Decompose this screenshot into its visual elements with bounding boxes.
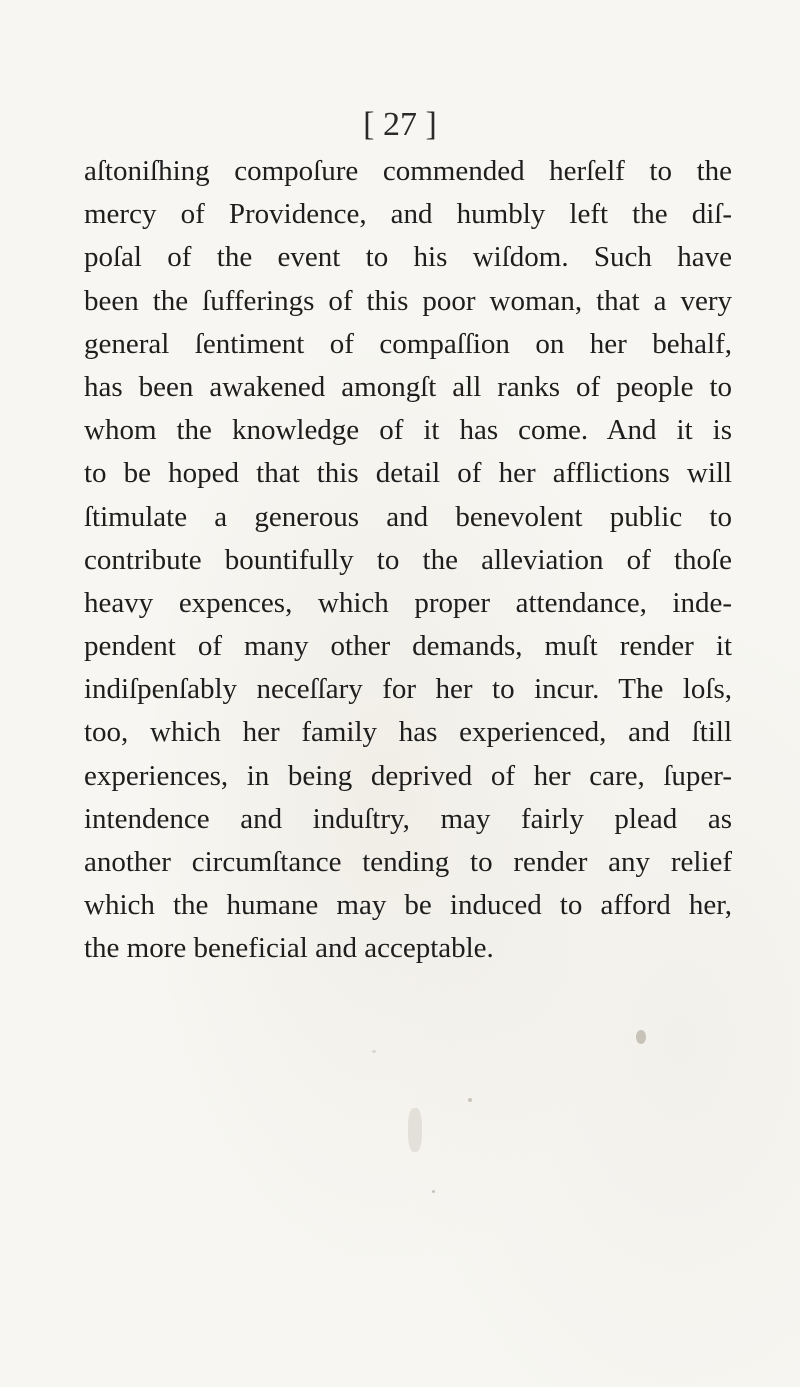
paper-speck [468,1098,472,1102]
text-line: whom the knowledge of it has come. And it is [84,414,732,447]
text-line: indiſpenſably neceſſary for her to incur. The loſs, [84,673,732,706]
text-line: to be hoped that this detail of her afflictions will [84,457,732,490]
text-line: been the ſufferings of this poor woman, that a very [84,284,732,317]
text-line: pendent of many other demands, muſt render it [84,630,732,663]
text-line: another circumſtance tending to render any relief [84,846,732,878]
text-line: poſal of the event to his wiſdom. Such have [84,241,732,274]
text-line: the more beneficial and acceptable. [84,932,494,965]
text-line: contribute bountifully to the alleviation of thoſe [84,543,732,576]
text-line: experiences, in being deprived of her care, ſuper- [84,759,732,792]
text-line: ſtimulate a generous and benevolent public to [84,500,732,533]
text-line: which the humane may be induced to afford her, [84,889,732,922]
text-line: heavy expences, which proper attendance, inde- [84,586,732,619]
paper-speck [636,1030,646,1044]
page-number: [ 27 ] [363,106,437,143]
text-line: general ſentiment of compaſſion on her behalf, [84,327,732,360]
paper-speck [432,1190,435,1193]
body-text [84,150,732,971]
paper-speck [372,1050,376,1053]
paper-speck [408,1108,422,1152]
text-line: mercy of Providence, and humbly left the diſ- [84,198,732,231]
text-line: intendence and induſtry, may fairly plead as [84,802,732,835]
text-line: aſtoniſhing compoſure commended herſelf to the [84,155,732,187]
text-line: has been awakened amongſt all ranks of people to [84,370,732,403]
text-line: too, which her family has experienced, and ſtill [84,716,732,749]
